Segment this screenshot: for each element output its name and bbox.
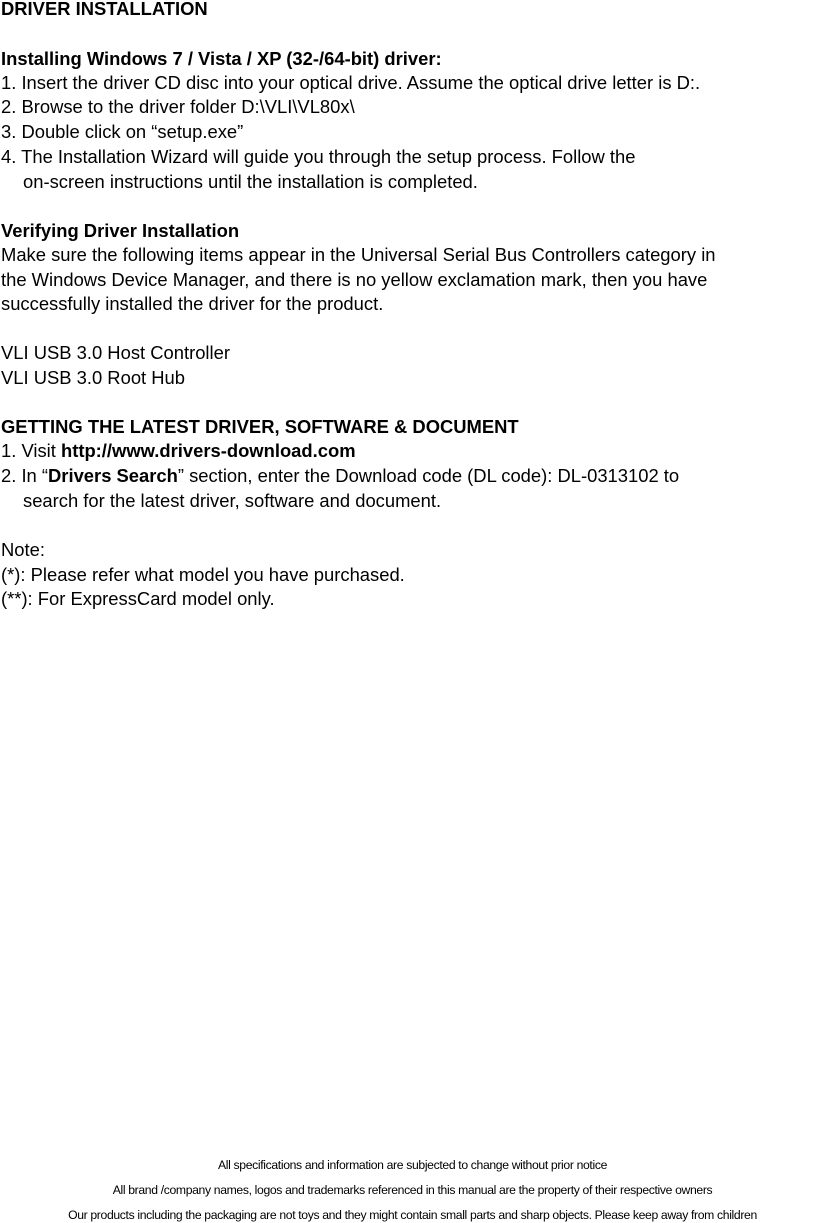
note-label: Note: [1, 539, 45, 560]
verify-paragraph-line-3: successfully installed the driver for the product. [1, 293, 384, 314]
visit-line [1, 440, 356, 462]
search-line-cont: search for the latest driver, software and document. [23, 490, 442, 511]
visit-prefix: 1. Visit [1, 440, 61, 461]
footer-line-2: All brand /company names, logos and trademarks referenced in this manual are the property of their respective owners [112, 1183, 713, 1197]
verify-heading: Verifying Driver Installation [1, 220, 240, 241]
verify-paragraph-line-2: the Windows Device Manager, and there is no yellow exclamation mark, then you have [1, 269, 708, 290]
device-item-host-controller: VLI USB 3.0 Host Controller [1, 342, 230, 363]
page-title: DRIVER INSTALLATION [1, 0, 208, 19]
footer-line-1: All specifications and information are subjected to change without prior notice [218, 1158, 607, 1172]
search-suffix: ” section, enter the Download code (DL code): DL-0313102 to [177, 465, 680, 486]
footer-line-3: Our products including the packaging are not toys and they might contain small parts and sharp objects. Please keep away from children [68, 1208, 757, 1222]
download-site-link[interactable]: http://www.drivers-download.com [60, 440, 356, 461]
install-step-1: 1. Insert the driver CD disc into your optical drive. Assume the optical drive letter is D:. [1, 72, 701, 93]
note-line-2: (**): For ExpressCard model only. [1, 588, 275, 609]
install-step-2: 2. Browse to the driver folder D:\VLI\VL80x\ [1, 96, 355, 117]
note-line-1: (*): Please refer what model you have purchased. [1, 564, 405, 585]
latest-heading: GETTING THE LATEST DRIVER, SOFTWARE & DOCUMENT [1, 416, 519, 437]
install-step-4-cont: on-screen instructions until the installation is completed. [23, 171, 478, 192]
verify-paragraph-line-1: Make sure the following items appear in the Universal Serial Bus Controllers category in [1, 244, 716, 265]
install-heading: Installing Windows 7 / Vista / XP (32-/64-bit) driver: [1, 48, 442, 69]
install-step-4: 4. The Installation Wizard will guide you through the setup process. Follow the [1, 146, 636, 167]
drivers-search-label: Drivers Search [48, 465, 178, 486]
search-prefix: 2. In “ [1, 465, 49, 486]
device-item-root-hub: VLI USB 3.0 Root Hub [1, 367, 186, 388]
search-line [1, 465, 679, 487]
install-step-3: 3. Double click on “setup.exe” [1, 121, 244, 142]
